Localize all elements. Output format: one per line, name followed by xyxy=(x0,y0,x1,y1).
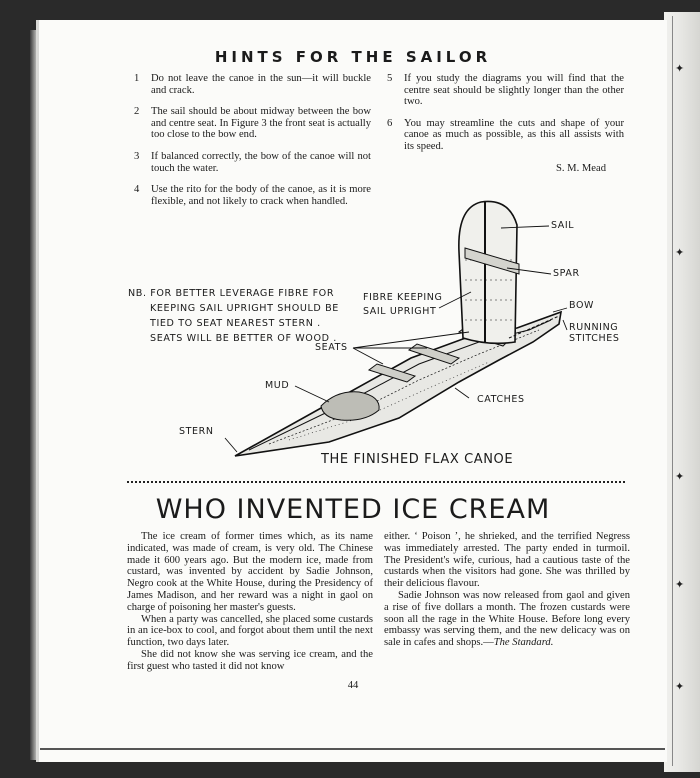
hint-text: Use the rito for the body of the canoe, as it is more flexible, and not likely to crack when handled. xyxy=(151,184,371,207)
edge-mark: ✦ xyxy=(675,578,685,591)
note-line: KEEPING SAIL UPRIGHT SHOULD BE xyxy=(150,303,339,314)
page-number: 44 xyxy=(347,680,359,691)
hint-number: 1 xyxy=(134,73,140,84)
hint-text: The sail should be about midway between the bow and centre seat. In Figure 3 the front seat is actually too close to the bow end. xyxy=(151,106,371,141)
page-edge xyxy=(664,12,700,772)
edge-mark: ✦ xyxy=(675,470,685,483)
canoe-diagram xyxy=(39,20,667,500)
hint-number: 6 xyxy=(387,117,393,129)
article-paragraph: When a party was cancelled, she placed some custards in an ice-box to cool, and forgot about them until the next function, two days later. xyxy=(127,613,373,649)
label-bow: BOW xyxy=(569,300,595,311)
bottom-page-edge xyxy=(40,748,665,750)
hint-number: 2 xyxy=(134,106,140,118)
article-title: WHO INVENTED ICE CREAM xyxy=(155,494,551,525)
diagram-caption: THE FINISHED FLAX CANOE xyxy=(321,452,514,467)
label-running: RUNNING xyxy=(569,322,619,333)
article-paragraph: She did not know she was serving ice cream, and the first guest who tasted it did not know xyxy=(127,648,373,672)
hint-text: You may streamline the cuts and shape of your canoe as much as possible, as this all assists with its speed. xyxy=(404,117,624,152)
label-fibre-2: SAIL UPRIGHT xyxy=(363,306,437,317)
article-paragraph xyxy=(384,590,630,649)
article-paragraph-text: Sadie Johnson was now released from gaol and given a rise of five dollars a month. The frozen custards were soon all the rage in the White House. Before long every embassy was serving them, and the new delicacy was on sale in cafes and shops.— xyxy=(384,589,630,649)
label-spar: SPAR xyxy=(553,268,580,279)
edge-mark: ✦ xyxy=(675,62,685,75)
canoe-sail xyxy=(459,201,517,343)
label-stern: STERN xyxy=(179,426,214,437)
hint-number: 4 xyxy=(134,184,140,196)
diagram-note xyxy=(128,286,339,346)
hint-text: If you study the diagrams you will find that the centre seat should be slightly longer than the other two. xyxy=(404,73,624,108)
note-line: TIED TO SEAT NEAREST STERN . xyxy=(150,318,321,329)
hints-author: S. M. Mead xyxy=(555,162,606,174)
hint-text: If balanced correctly, the bow of the canoe will not touch the water. xyxy=(151,150,371,174)
edge-mark: ✦ xyxy=(675,246,685,259)
hint-text: Do not leave the canoe in the sun—it will buckle and crack. xyxy=(151,73,371,96)
hints-title: HINTS FOR THE SAILOR xyxy=(214,48,492,66)
label-sail: SAIL xyxy=(551,220,575,231)
article-source: The Standard. xyxy=(493,637,554,649)
note-line: NB. FOR BETTER LEVERAGE FIBRE FOR xyxy=(128,288,335,299)
label-seats: SEATS xyxy=(315,342,348,353)
label-fibre-1: FIBRE KEEPING xyxy=(363,292,443,303)
dotted-divider xyxy=(127,481,625,483)
article-paragraph: The ice cream of former times which, as its name indicated, was made of cream, is very old. The Chinese made it 600 years ago. But the modern ice, made from custard, was invented by accident by Sadie Johnson, Negro cook at the White House, during the Presidency of James Madison, and her reward was a night in gaol on charge of poisoning her master's guests. xyxy=(127,531,373,613)
article-paragraph: either. ‘ Poison ’, he shrieked, and the terrified Negress was immediately arrested. The party ended in turmoil. The President's wife, curious, had a cautious taste of the custards when the visitors had gone. She was thrilled by their delicious flavour. xyxy=(384,531,630,590)
mud-patch xyxy=(321,392,379,421)
label-stitches: STITCHES xyxy=(569,333,620,344)
page xyxy=(36,20,667,762)
article-column-left xyxy=(127,531,373,673)
page-edge-line xyxy=(672,16,673,766)
hint-number: 3 xyxy=(134,150,140,162)
label-mud: MUD xyxy=(265,380,290,391)
note-line: SEATS WILL BE BETTER OF WOOD . xyxy=(150,333,337,344)
hint-number: 5 xyxy=(387,73,393,84)
article-column-right xyxy=(384,531,630,649)
edge-mark: ✦ xyxy=(675,680,685,693)
label-catches: CATCHES xyxy=(477,394,525,405)
